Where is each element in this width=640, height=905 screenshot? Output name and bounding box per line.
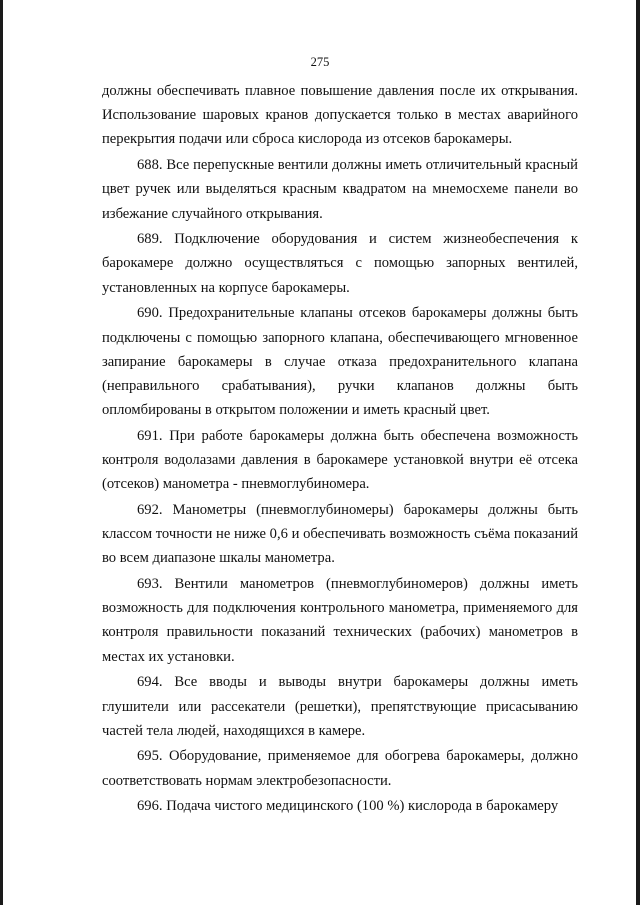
paragraph-694: 694. Все вводы и выводы внутри барокамеры должны иметь глушители или рассекатели (решетки), препятствующие присасыванию частей тела людей, находящихся в камере. <box>102 674 578 739</box>
paragraph-696: 696. Подача чистого медицинского (100 %) кислорода в барокамеру <box>137 798 559 815</box>
paragraph-692: 692. Манометры (пневмоглубиномеры) барокамеры должны быть классом точности не ниже 0,6 и обеспечивать возможность съёма показаний во всем диапазоне шкалы манометра. <box>102 501 578 567</box>
scan-edge-left <box>0 0 3 905</box>
paragraph-690: 690. Предохранительные клапаны отсеков барокамеры должны быть подключены с помощью запорного клапана, обеспечивающего мгновенное запирание барокамеры в случае отказа предохранительного клапана (неправильного срабатывания), ручки клапанов должны быть опломбированы в открытом положении и иметь красный цвет. <box>102 305 578 419</box>
page-number: 275 <box>310 55 330 69</box>
paragraph-693: 693. Вентили манометров (пневмоглубиномеров) должны иметь возможность для подключения контрольного манометра, применяемого для контроля правильности показаний технических (рабочих) манометров в местах их установки. <box>102 576 578 665</box>
paragraph-continuation: должны обеспечивать плавное повышение давления после их открывания. Использование шаровых кранов допускается только в местах аварийного перекрытия подачи или сброса кислорода из отсеков барокамеры. <box>102 83 578 148</box>
paragraph-691: 691. При работе барокамеры должна быть обеспечена возможность контроля водолазами давления в барокамере установкой внутри её отсека (отсеков) манометра - пневмоглубиномера. <box>102 427 578 493</box>
scan-edge-right <box>636 0 640 905</box>
paragraph-695: 695. Оборудование, применяемое для обогрева барокамеры, должно соответствовать нормам электробезопасности. <box>102 748 578 789</box>
paragraph-688: 688. Все перепускные вентили должны иметь отличительный красный цвет ручек или выделяться красным квадратом на мнемосхеме панели во избежание случайного открывания. <box>102 157 578 222</box>
document-body <box>102 79 578 820</box>
paragraph-689: 689. Подключение оборудования и систем жизнеобеспечения к барокамере должно осуществляться с помощью запорных вентилей, установленных на корпусе барокамеры. <box>102 231 578 296</box>
